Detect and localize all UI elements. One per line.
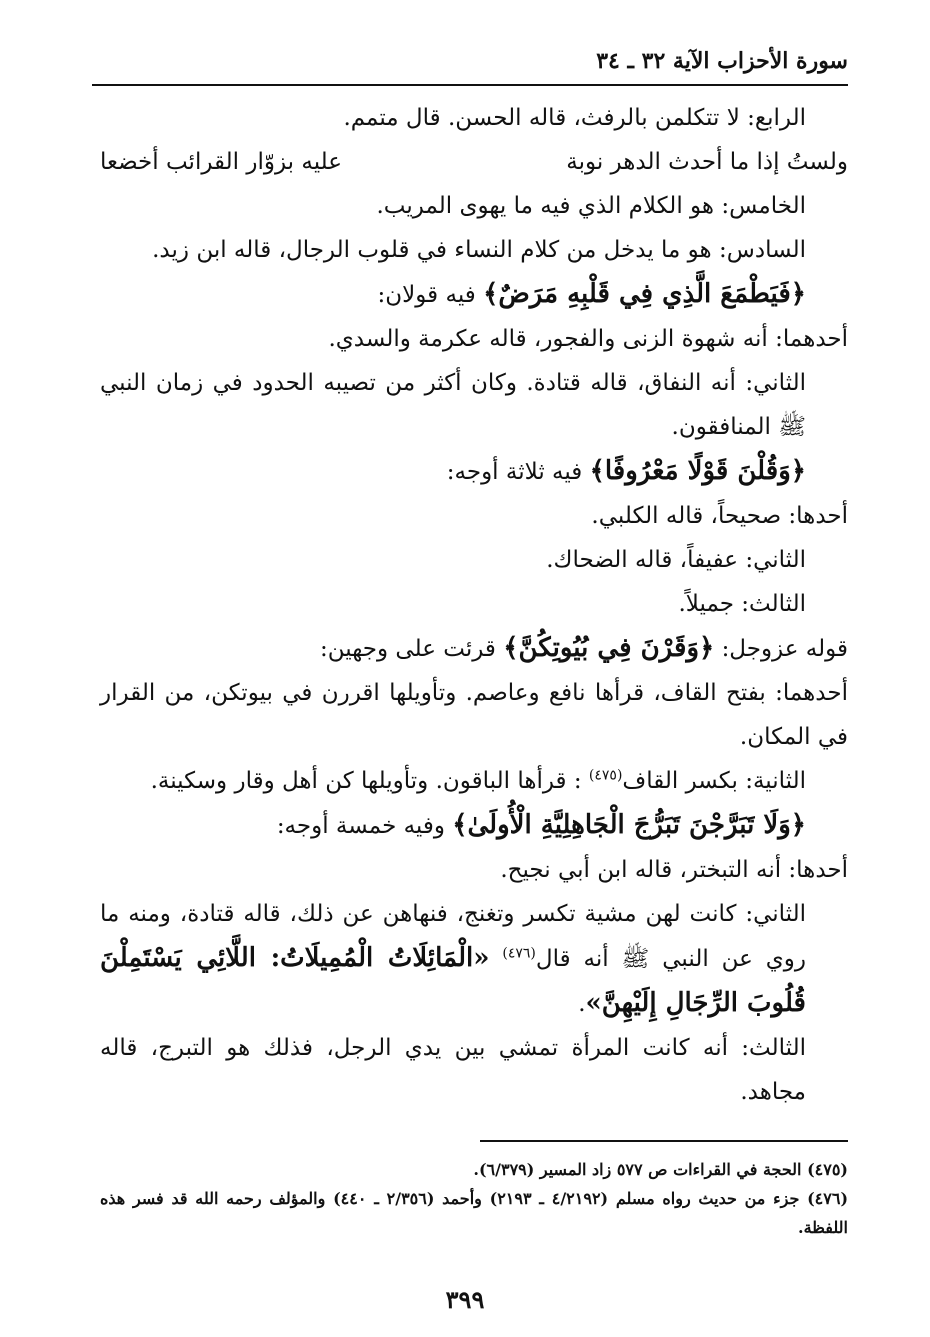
commentary: الثاني: كانت لهن مشية تكسر وتغنج، فنهاهن عن ذلك، قاله قتادة، ومنه ما روي عن النبي ﷺ أنه قال — [100, 901, 806, 972]
quran-verse-line — [100, 449, 848, 494]
quran-quote: ﴿وَقُلْنَ قَوْلًا مَعْرُوفًا﴾ — [589, 456, 806, 486]
paragraph — [100, 892, 848, 1026]
commentary: وفيه خمسة أوجه: — [276, 813, 445, 839]
commentary: قرئت على وجهين: — [320, 636, 496, 662]
quran-quote: ﴿وَلَا تَبَرَّجْنَ تَبَرُّجَ الْجَاهِلِيَّةِ الْأُولَىٰ﴾ — [452, 810, 806, 840]
quran-verse-line — [100, 626, 848, 671]
paragraph: أحدهما: أنه شهوة الزنى والفجور، قاله عكرمة والسدي. — [328, 326, 848, 352]
paragraph: الثالث: جميلاً. — [678, 591, 806, 617]
poem-hemistich-right: ولستُ إذا ما أحدث الدهر نوبة — [566, 149, 848, 175]
paragraph: أحدهما: بفتح القاف، قرأها نافع وعاصم. وتأويلها اقررن في بيوتكن، من القرار في المكان. — [100, 680, 848, 750]
paragraph — [100, 759, 848, 803]
quran-quote: ﴿وَقَرْنَ فِي بُيُوتِكُنَّ﴾ — [503, 633, 715, 663]
commentary: الثانية: بكسر القاف — [622, 768, 806, 794]
poem-hemistich-left: عليه بزوّار القرائب أخضعا — [100, 149, 342, 175]
main-text — [100, 96, 848, 1114]
paragraph: الخامس: هو الكلام الذي فيه ما يهوى المريب. — [376, 193, 806, 219]
quran-quote: ﴿فَيَطْمَعَ الَّذِي فِي قَلْبِهِ مَرَضٌ﴾ — [483, 279, 806, 309]
commentary: : قرأها الباقون. وتأويلها كن أهل وقار وسكينة. — [150, 768, 582, 794]
paragraph: أحدها: صحيحاً، قاله الكلبي. — [591, 503, 848, 529]
paragraph: السادس: هو ما يدخل من كلام النساء في قلوب الرجال، قاله ابن زيد. — [152, 237, 806, 263]
footnotes — [100, 1155, 848, 1242]
commentary: فيه قولان: — [377, 282, 476, 308]
footnote-item: (٤٧٦) جزء من حديث رواه مسلم (٤/٢١٩٢ ـ ٢١٩٣) وأحمد (٢/٣٥٦ ـ ٤٤٠) والمؤلف رحمه الله قد فسر هذه اللفظة. — [100, 1189, 849, 1237]
running-header — [92, 42, 848, 86]
paragraph: الرابع: لا تتكلمن بالرفث، قاله الحسن. قال متمم. — [343, 105, 806, 131]
footnote-divider — [480, 1140, 848, 1142]
hadith-quote: «الْمَائِلَاتُ الْمُمِيلَاتُ: اللَّائِي يَسْتَمِلْنَ قُلُوبَ الرِّجَالِ إِلَيْهِنَّ» — [100, 943, 806, 1018]
poem-verse — [100, 140, 848, 184]
paragraph: الثاني: أنه النفاق، قاله قتادة. وكان أكثر من تصيبه الحدود في زمان النبي ﷺ المنافقون. — [100, 370, 806, 440]
footnote-item: (٤٧٥) الحجة في القراءات ص ٥٧٧ زاد المسير (٦/٣٧٩). — [473, 1160, 848, 1179]
paragraph: أحدها: أنه التبختر، قاله ابن أبي نجيح. — [500, 857, 848, 883]
commentary: قوله عزوجل: — [721, 636, 848, 662]
paragraph: الثاني: عفيفاً، قاله الضحاك. — [546, 547, 806, 573]
page-number: ٣٩٩ — [445, 1285, 485, 1314]
footnote-reference[interactable]: (٤٧٦) — [502, 945, 536, 962]
surah-title: سورة الأحزاب الآية ٣٢ ـ ٣٤ — [596, 48, 848, 74]
footnote-reference[interactable]: (٤٧٥) — [588, 767, 623, 784]
period: . — [578, 991, 586, 1017]
quran-verse-line — [100, 272, 848, 317]
quran-verse-line — [100, 803, 848, 848]
commentary: فيه ثلاثة أوجه: — [446, 459, 583, 485]
paragraph: الثالث: أنه كانت المرأة تمشي بين يدي الرجل، فذلك هو التبرج، قاله مجاهد. — [100, 1035, 806, 1105]
